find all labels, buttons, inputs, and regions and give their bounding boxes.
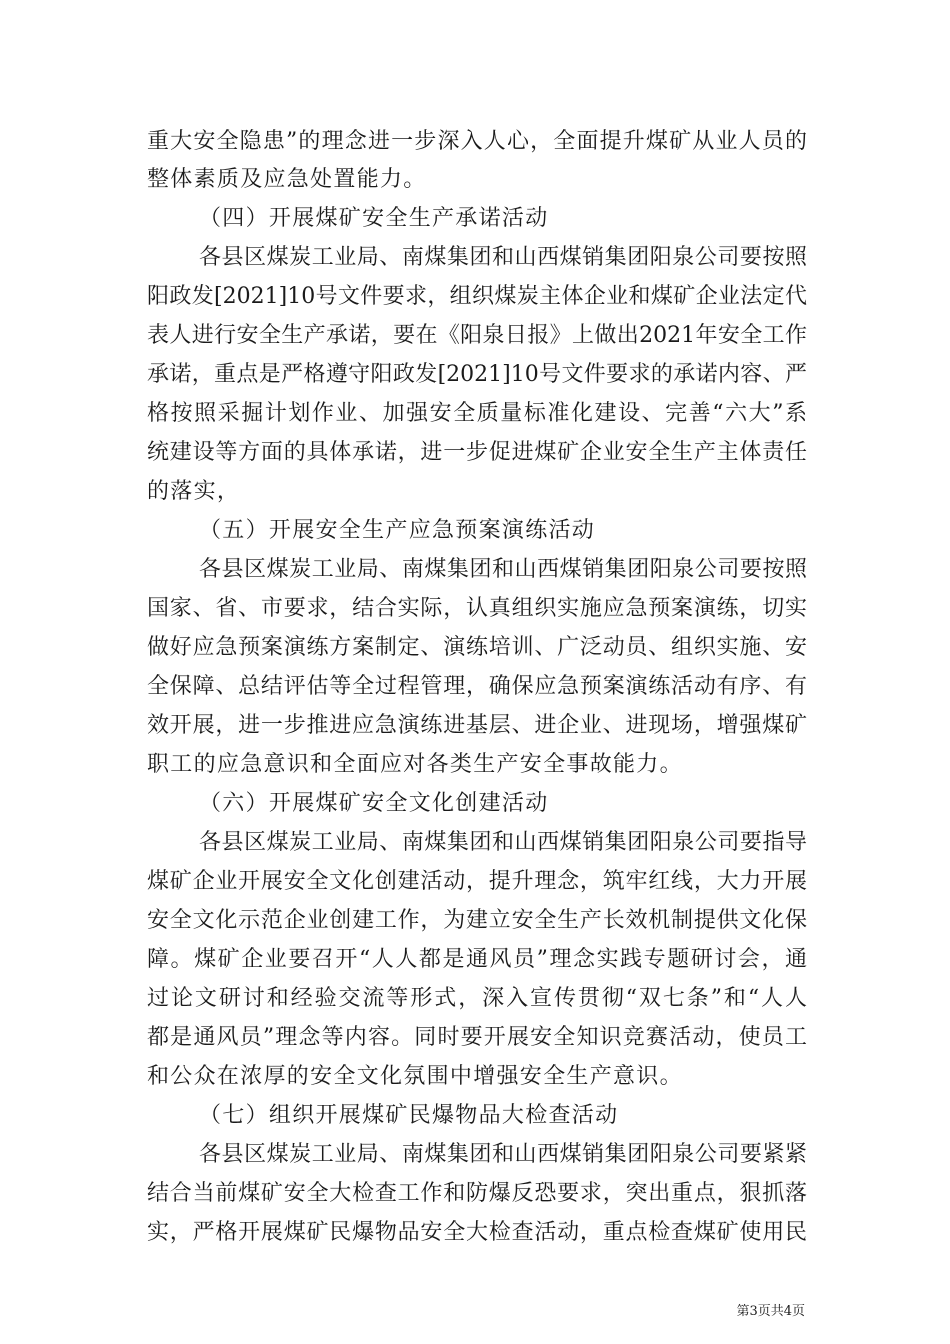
- paragraph-line: 表人进行安全生产承诺，要在《阳泉日报》上做出2021年安全工作: [147, 323, 807, 348]
- section-heading: （四）开展煤矿安全生产承诺活动: [199, 206, 549, 231]
- paragraph-line: 职工的应急意识和全面应对各类生产安全事故能力。: [147, 752, 683, 777]
- paragraph-line: 承诺，重点是严格遵守阳政发[2021]10号文件要求的承诺内容、严: [147, 362, 807, 387]
- paragraph-line: 煤矿企业开展安全文化创建活动，提升理念，筑牢红线，大力开展: [147, 869, 807, 894]
- paragraph-line: 国家、省、市要求，结合实际，认真组织实施应急预案演练，切实: [147, 596, 807, 621]
- paragraph-line: 和公众在浓厚的安全文化氛围中增强安全生产意识。: [147, 1064, 683, 1089]
- paragraph-line: 实，严格开展煤矿民爆物品安全大检查活动，重点检查煤矿使用民: [147, 1220, 807, 1245]
- paragraph-line: 各县区煤炭工业局、南煤集团和山西煤销集团阳泉公司要紧紧: [199, 1142, 807, 1167]
- paragraph-line: 重大安全隐患”的理念进一步深入人心，全面提升煤矿从业人员的: [147, 129, 807, 154]
- paragraph-line: 各县区煤炭工业局、南煤集团和山西煤销集团阳泉公司要按照: [199, 557, 807, 582]
- page-number: 第3页共4页: [736, 1304, 805, 1319]
- paragraph-line: 都是通风员”理念等内容。同时要开展安全知识竞赛活动，使员工: [147, 1025, 807, 1050]
- paragraph-line: 过论文研讨和经验交流等形式，深入宣传贯彻“双七条”和“人人: [147, 986, 807, 1011]
- section-heading: （七）组织开展煤矿民爆物品大检查活动: [199, 1103, 619, 1128]
- paragraph-line: 障。煤矿企业要召开“人人都是通风员”理念实践专题研讨会，通: [147, 947, 807, 972]
- section-heading: （六）开展煤矿安全文化创建活动: [199, 791, 549, 816]
- paragraph-line: 整体素质及应急处置能力。: [147, 167, 427, 192]
- paragraph-line: 各县区煤炭工业局、南煤集团和山西煤销集团阳泉公司要指导: [199, 830, 807, 855]
- paragraph-line: 结合当前煤矿安全大检查工作和防爆反恐要求，突出重点，狠抓落: [147, 1181, 807, 1206]
- paragraph-line: 安全文化示范企业创建工作，为建立安全生产长效机制提供文化保: [147, 908, 807, 933]
- paragraph-line: 全保障、总结评估等全过程管理，确保应急预案演练活动有序、有: [147, 674, 807, 699]
- paragraph-line: 做好应急预案演练方案制定、演练培训、广泛动员、组织实施、安: [147, 635, 807, 660]
- section-heading: （五）开展安全生产应急预案演练活动: [199, 518, 596, 543]
- paragraph-line: 效开展，进一步推进应急演练进基层、进企业、进现场，增强煤矿: [147, 713, 807, 738]
- paragraph-line: 阳政发[2021]10号文件要求，组织煤炭主体企业和煤矿企业法定代: [147, 284, 807, 309]
- paragraph-line: 格按照采掘计划作业、加强安全质量标准化建设、完善“六大”系: [147, 401, 807, 426]
- paragraph-line: 各县区煤炭工业局、南煤集团和山西煤销集团阳泉公司要按照: [199, 245, 807, 270]
- paragraph-line: 的落实，: [147, 479, 241, 504]
- paragraph-line: 统建设等方面的具体承诺，进一步促进煤矿企业安全生产主体责任: [147, 440, 807, 465]
